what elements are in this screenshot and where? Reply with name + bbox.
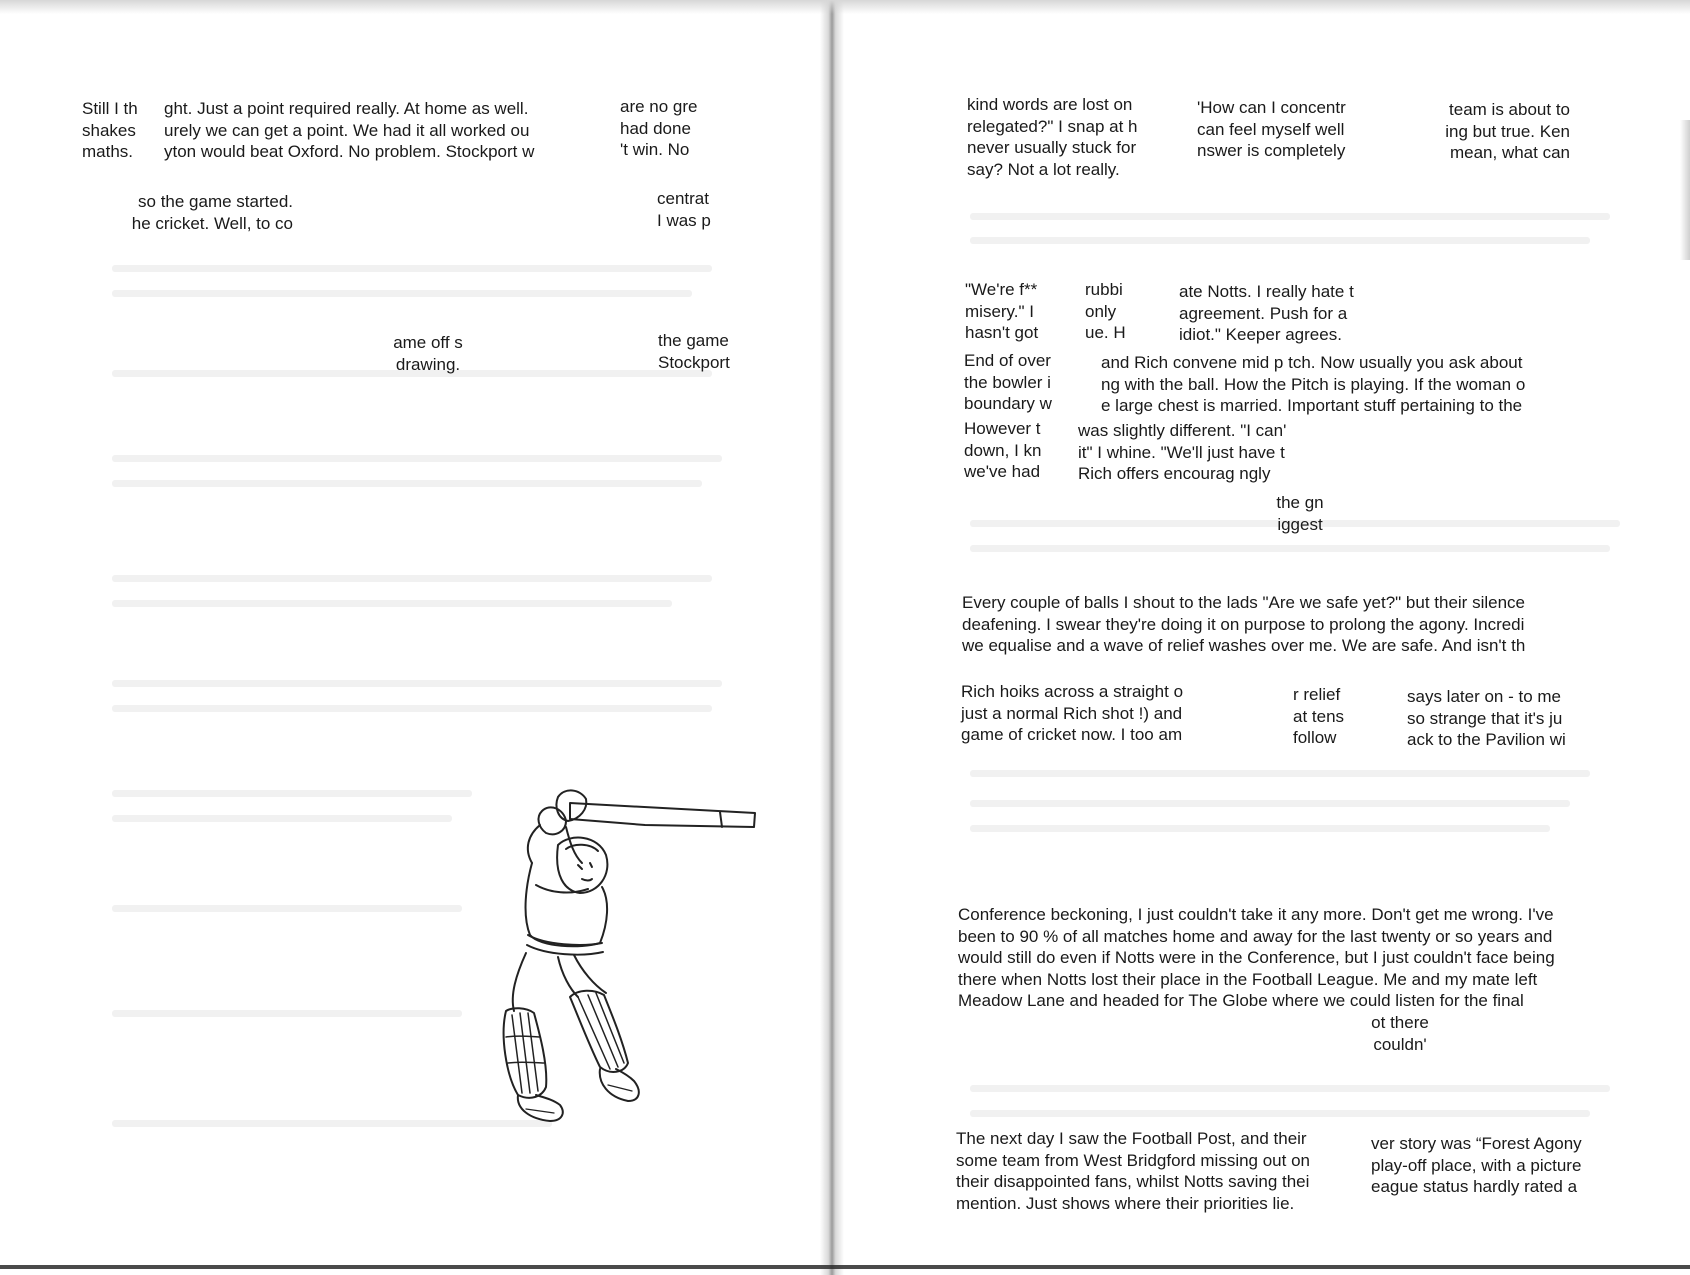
faded-text-line	[112, 790, 472, 797]
faded-text-line	[112, 600, 672, 607]
text-fragment-right-5: the gn iggest	[1276, 493, 1324, 534]
text-fragment-right-1a: kind words are lost on relegated?" I snap at h never usually stuck for say? Not a lot really.	[967, 95, 1138, 179]
faded-text-line	[970, 213, 1610, 220]
faded-text-line	[112, 905, 462, 912]
text-fragment-right-1c: team is about to ing but true. Ken mean, what can	[1445, 100, 1570, 162]
text-fragment-right-7b: r relief at tens follow	[1293, 685, 1345, 747]
text-fragment-right-2b: rubbi only ue. H	[1085, 280, 1126, 342]
text-fragment-right-3a: End of over the bowler i boundary w	[964, 351, 1052, 413]
faded-text-line	[970, 545, 1610, 552]
text-fragment-right-1b: 'How can I concentr can feel myself well nswer is completely	[1197, 98, 1346, 160]
head	[557, 838, 607, 893]
shoe	[518, 1095, 563, 1121]
faded-text-line	[112, 290, 692, 297]
cricket-batsman-illustration	[470, 775, 760, 1135]
text-fragment-right-2a: "We're f** misery." I hasn't got	[965, 280, 1039, 342]
faded-text-line	[970, 1110, 1590, 1117]
text-fragment-right-2c: ate Notts. I really hate t agreement. Push for a idiot." Keeper agrees.	[1179, 282, 1354, 344]
text-fragment-right-9a: The next day I saw the Football Post, and their some team from West Bridgford missing out on their disappointed fans, whilst Notts saving thei mention. Just shows where their priorities lie.	[956, 1129, 1310, 1213]
left-page	[0, 0, 826, 1275]
text-fragment-left-1b: ght. Just a point required really. At home as well. urely we can get a point. We had it all worked ou yton would beat Oxford. No problem. Stockport w	[164, 99, 535, 161]
text-fragment-right-7c: says later on - to me so strange that it's ju ack to the Pavilion wi	[1407, 687, 1566, 749]
faded-text-line	[112, 705, 712, 712]
text-fragment-left-1a: Still I th shakes maths.	[82, 99, 138, 161]
faded-text-line	[112, 455, 722, 462]
leg-pad	[570, 991, 628, 1072]
faded-text-line	[970, 825, 1550, 832]
text-fragment-right-4a: However t down, I kn we've had	[964, 419, 1042, 481]
scan-shadow-edge	[1680, 120, 1690, 260]
faded-text-line	[970, 800, 1570, 807]
faded-text-line	[112, 815, 452, 822]
faded-text-line	[112, 265, 712, 272]
right-page	[840, 0, 1690, 1275]
text-fragment-right-4b: was slightly different. "I can' it" I whine. "We'll just have t Rich offers encourag ngly	[1078, 421, 1287, 483]
text-fragment-left-2a: so the game started. he cricket. Well, to co	[131, 192, 293, 233]
cricket-bat	[570, 803, 755, 827]
faded-text-line	[970, 237, 1590, 244]
faded-text-line	[112, 1010, 462, 1017]
text-fragment-right-3b: and Rich convene mid p tch. Now usually you ask about ng with the ball. How the Pitch is playing. If the woman o e large chest is married. Important stuff pertaining to the	[1101, 353, 1526, 415]
text-fragment-right-9b: ver story was “Forest Agony play-off place, with a picture eague status hardly rated a	[1371, 1134, 1582, 1196]
faded-text-line	[112, 480, 702, 487]
text-fragment-right-8-tail: ot there couldn'	[1371, 1013, 1429, 1054]
text-fragment-right-7a: Rich hoiks across a straight o just a normal Rich shot !) and game of cricket now. I too am	[961, 682, 1184, 744]
shirt	[526, 863, 608, 946]
text-paragraph-right-8: Conference beckoning, I just couldn't take it any more. Don't get me wrong. I've been to 90 % of all matches home and away for the last twenty or so years and would still do even if Notts were in the Conference, but I just couldn't face being there when Notts lost their place in the Football League. Me and my mate left Meadow Lane and headed for The Globe where we could listen for the final	[958, 905, 1555, 1010]
shoe	[600, 1069, 639, 1101]
text-fragment-left-2b: centrat I was p	[657, 189, 711, 230]
text-fragment-left-3b: the game Stockport	[658, 331, 730, 372]
faded-text-line	[112, 575, 712, 582]
faded-text-line	[970, 1085, 1610, 1092]
faded-text-line	[970, 770, 1590, 777]
gloves	[556, 790, 586, 821]
text-paragraph-right-6: Every couple of balls I shout to the lads "Are we safe yet?" but their silence deafening. I swear they're doing it on purpose to prolong the agony. Incredi we equalise and a wave of relief washes over me. We are safe. And isn't th	[962, 593, 1526, 655]
book-spine	[820, 0, 844, 1275]
scan-shadow-bottom	[0, 1265, 1690, 1269]
text-fragment-left-1c: are no gre had done 't win. No	[620, 97, 698, 159]
text-fragment-left-3a: ame off s drawing.	[393, 333, 463, 374]
faded-text-line	[112, 680, 722, 687]
scan-shadow-top	[0, 0, 1690, 14]
